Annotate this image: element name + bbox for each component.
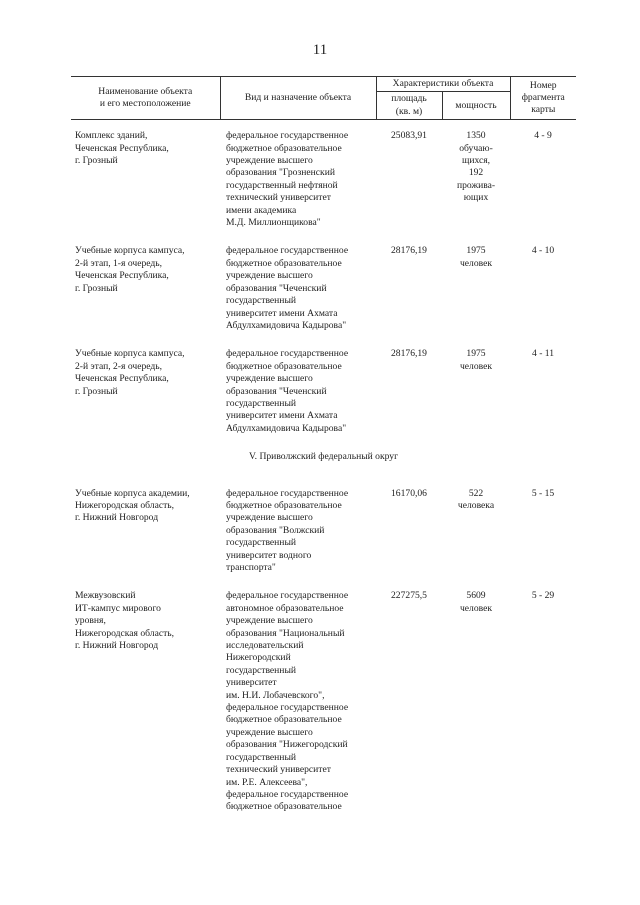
header-name (71, 77, 220, 120)
object-capacity (442, 348, 510, 435)
object-purpose (220, 348, 376, 435)
object-purpose-line: государственный (226, 295, 297, 307)
object-purpose-line: федеральное государственное (226, 245, 349, 257)
object-name (71, 590, 220, 813)
object-name-line: Учебные корпуса кампуса, (75, 348, 185, 360)
table-row (71, 488, 576, 575)
object-purpose-line: государственный (226, 664, 297, 676)
object-name-line: г. Грозный (75, 155, 118, 167)
object-purpose-line: государственный нефтяной (226, 179, 338, 191)
object-name-line: г. Грозный (75, 282, 118, 294)
object-name (71, 488, 220, 575)
objects-table (71, 76, 576, 830)
object-purpose-line: университет имени Ахмата (226, 410, 338, 422)
object-capacity-line: щихся, (461, 155, 491, 167)
object-name-line: уровня, (75, 615, 106, 627)
object-capacity-line: 522 (468, 487, 484, 499)
object-purpose-line: федеральное государственное (226, 788, 349, 800)
object-name-line: Учебные корпуса кампуса, (75, 245, 185, 257)
header-line: Наименование объекта (98, 85, 193, 97)
object-purpose-line: имени академика (226, 204, 297, 216)
object-area: 16170,06 (391, 487, 427, 499)
object-purpose (220, 130, 376, 229)
object-purpose-line: учреждение высшего (226, 512, 313, 524)
object-purpose-line: федеральное государственное (226, 130, 349, 142)
object-purpose-line: образования "Чеченский (226, 385, 327, 397)
header-capacity: мощность (442, 92, 510, 120)
object-name-line: г. Нижний Новгород (75, 640, 159, 652)
object-name-line: ИТ-кампус мирового (75, 602, 161, 614)
object-capacity-line: человека (457, 499, 495, 511)
object-name-line: Межвузовский (75, 590, 136, 602)
object-purpose-line: образования "Национальный (226, 627, 345, 639)
object-purpose-line: федеральное государственное (226, 702, 349, 714)
object-purpose-line: транспорта" (226, 562, 276, 573)
table-row (71, 130, 576, 229)
page-number: 11 (312, 42, 328, 58)
object-name-line: Чеченская Республика, (75, 373, 169, 385)
object-purpose-line: федеральное государственное (226, 487, 349, 499)
object-capacity-line: прожива- (456, 179, 496, 191)
object-purpose-line: им. Р.Е. Алексеева", (226, 776, 308, 788)
object-capacity (442, 130, 510, 229)
object-purpose-line: учреждение высшего (226, 270, 313, 282)
object-purpose-line: бюджетное образовательное (226, 801, 342, 813)
object-purpose-line: Абдулхамидовича Кадырова" (226, 319, 347, 331)
header-area (376, 92, 442, 120)
object-capacity (442, 590, 510, 813)
object-name (71, 245, 220, 332)
object-name-line: Чеченская Республика, (75, 142, 169, 154)
map-fragment: 5 - 29 (531, 590, 555, 602)
object-purpose-line: университет (226, 677, 277, 689)
object-purpose-line: бюджетное образовательное (226, 142, 342, 154)
table-header (71, 77, 576, 120)
object-purpose-line: бюджетное образовательное (226, 257, 342, 269)
section-title: V. Приволжский федеральный округ (248, 451, 399, 463)
map-fragment: 4 - 9 (534, 130, 552, 142)
section-divider (71, 451, 576, 477)
object-capacity-line: человек (459, 602, 493, 614)
object-purpose-line: университет имени Ахмата (226, 307, 338, 319)
object-name (71, 348, 220, 435)
object-capacity-line: человек (459, 360, 493, 372)
object-name-line: Чеченская Республика, (75, 270, 169, 282)
object-purpose-line: бюджетное образовательное (226, 714, 342, 726)
object-purpose-line: Абдулхамидовича Кадырова" (226, 422, 347, 434)
object-purpose-line: им. Н.И. Лобачевского", (226, 689, 325, 701)
map-fragment: 4 - 11 (532, 348, 555, 360)
object-capacity (442, 245, 510, 332)
table-body-1 (71, 120, 576, 451)
object-name-line: Нижегородская область, (75, 627, 175, 639)
object-capacity-line: 1350 (466, 130, 486, 142)
object-purpose-line: учреждение высшего (226, 615, 313, 627)
map-fragment: 4 - 10 (531, 245, 555, 257)
object-capacity-line: 5609 (466, 590, 486, 602)
table-row (71, 590, 576, 813)
object-name-line: г. Грозный (75, 385, 118, 397)
object-capacity-line: обучаю- (459, 142, 493, 154)
object-capacity (442, 488, 510, 575)
object-purpose-line: бюджетное образовательное (226, 360, 342, 372)
object-name-line: Учебные корпуса академии, (75, 487, 190, 499)
object-name-line: г. Нижний Новгород (75, 512, 159, 524)
object-purpose-line: образования "Волжский (226, 524, 325, 536)
object-capacity-line: 1975 (466, 348, 486, 360)
object-name-line: 2-й этап, 2-я очередь, (75, 360, 163, 372)
header-line: и его местоположение (99, 98, 191, 110)
header-line: площадь (391, 93, 427, 105)
header-line: карты (531, 104, 556, 116)
object-capacity-line: 192 (468, 167, 484, 179)
object-name (71, 130, 220, 229)
object-purpose-line: федеральное государственное (226, 348, 349, 360)
table-row (71, 245, 576, 332)
object-purpose-line: автономное образовательное (226, 602, 344, 614)
object-area: 25083,91 (391, 130, 427, 142)
header-characteristics: Характеристики объекта (376, 77, 510, 92)
object-area: 28176,19 (391, 348, 427, 360)
object-purpose-line: учреждение высшего (226, 155, 313, 167)
object-area: 28176,19 (391, 245, 427, 257)
header-line: Номер (529, 79, 557, 91)
object-purpose-line: федеральное государственное (226, 590, 349, 602)
object-purpose-line: образования "Грозненский (226, 167, 335, 179)
object-purpose-line: бюджетное образовательное (226, 499, 342, 511)
object-purpose-line: университет водного (226, 549, 312, 561)
object-purpose-line: учреждение высшего (226, 726, 313, 738)
object-purpose-line: образования "Чеченский (226, 282, 327, 294)
object-capacity-line: ющих (463, 192, 489, 204)
object-purpose (220, 488, 376, 575)
header-purpose: Вид и назначение объекта (220, 77, 376, 120)
object-purpose (220, 245, 376, 332)
object-purpose-line: государственный (226, 537, 297, 549)
table-body-2 (71, 478, 576, 830)
object-purpose-line: учреждение высшего (226, 373, 313, 385)
object-capacity-line: 1975 (466, 245, 486, 257)
object-name-line: Нижегородская область, (75, 499, 175, 511)
header-map-fragment (510, 77, 576, 120)
object-purpose-line: государственный (226, 751, 297, 763)
object-purpose-line: технический университет (226, 192, 331, 204)
object-capacity-line: человек (459, 257, 493, 269)
object-purpose-line: государственный (226, 397, 297, 409)
object-purpose-line: исследовательский (226, 640, 304, 652)
header-line: фрагмента (521, 91, 565, 103)
object-purpose-line: Нижегородский (226, 652, 291, 664)
object-area: 227275,5 (391, 590, 427, 602)
object-purpose-line: образования "Нижегородский (226, 739, 348, 751)
object-purpose-line: М.Д. Миллионщикова" (226, 217, 321, 229)
object-purpose-line: технический университет (226, 764, 331, 776)
object-name-line: Комплекс зданий, (75, 130, 148, 142)
map-fragment: 5 - 15 (531, 487, 555, 499)
table-row (71, 348, 576, 435)
header-line: (кв. м) (395, 105, 423, 117)
object-purpose (220, 590, 376, 813)
object-name-line: 2-й этап, 1-я очередь, (75, 257, 163, 269)
